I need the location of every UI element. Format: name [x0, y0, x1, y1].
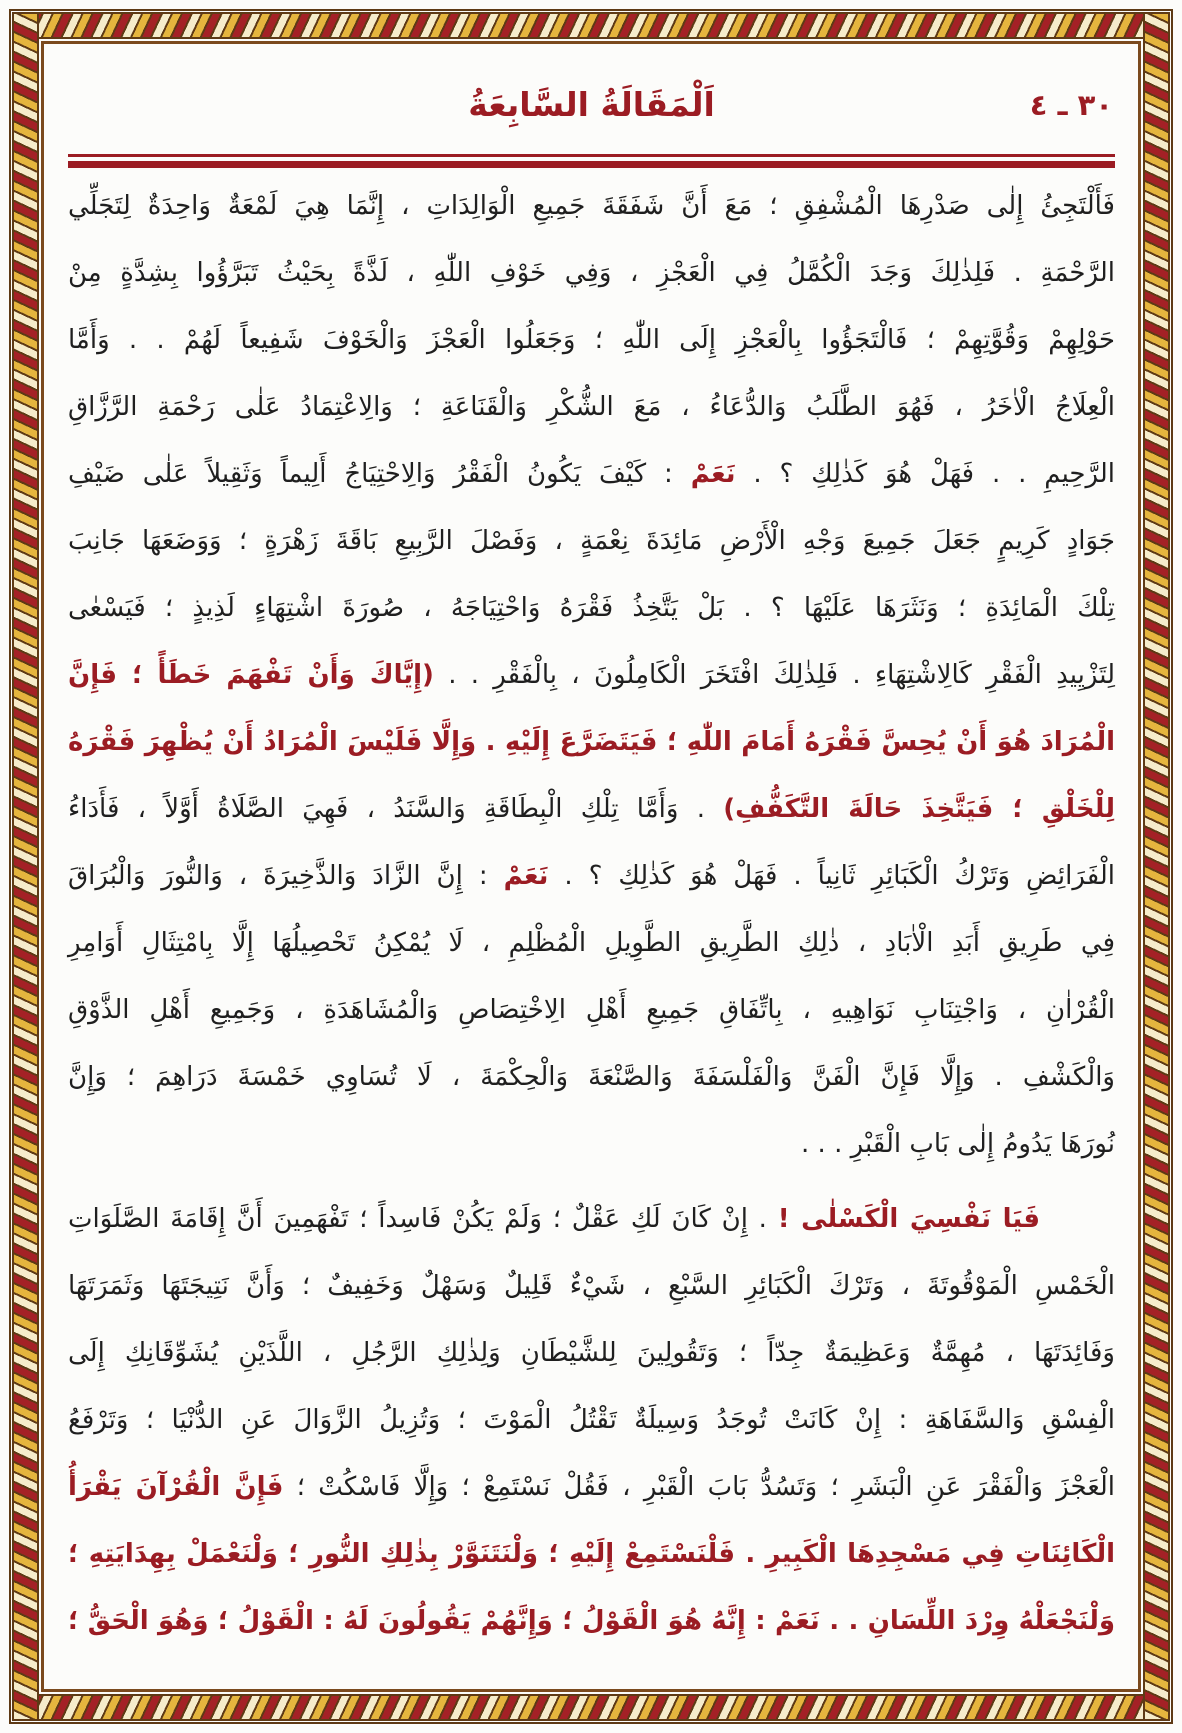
ornamental-border-right — [1143, 12, 1170, 1721]
red-text-segment: فَإِنَّ الْقُرْآنَ يَقْرَأُ — [68, 1472, 284, 1502]
text-line — [68, 575, 1115, 642]
text-segment: الْعَجْزَ وَالْفَقْرَ عَنِ الْبَشَرِ ؛ وَتَسُدُّ بَابَ الْقَبْرِ ، فَقُلْ نَسْتَمِعْ ؛ وَإِلَّا فَاسْكُتْ ؛ — [283, 1472, 1116, 1502]
red-text-segment: وَلْنَجْعَلْهُ وِرْدَ اللِّسَانِ . . نَعَمْ : إِنَّهُ هُوَ الْقَوْلُ ؛ وَإِنَّهُمْ يَقُولُونَ لَهُ : الْقَوْلُ ؛ وَهُوَ الْحَقُّ ؛ — [68, 1606, 1115, 1636]
text-segment: وَفَائِدَتَهَا ، مُهِمَّةٌ وَعَظِيمَةٌ جِدّاً ؛ وَتَقُولِينَ لِلشَّيْطَانِ وَلِذٰلِكِ الرَّجُلِ ، اللَّذَيْنِ يُشَوِّقَانِكِ إِلَى — [68, 1338, 1115, 1368]
paragraph — [68, 173, 1115, 1178]
header-divider-thick-rule — [68, 161, 1115, 168]
page-title: اَلْمَقَالَةُ السَّابِعَةُ — [468, 85, 715, 124]
text-segment: فِي طَرِيقِ أَبَدِ الْاٰبَادِ ، ذٰلِكِ الطَّرِيقِ الطَّوِيلِ الْمُظْلِمِ ، لَا يُمْكِنُ تَحْصِيلُهَا إِلَّا بِامْتِثَالِ أَوَامِرِ — [68, 928, 1115, 958]
text-line — [68, 240, 1115, 307]
text-line — [68, 374, 1115, 441]
text-segment: نُورَهَا يَدُومُ إِلٰى بَابِ الْقَبْرِ . . . — [801, 1129, 1115, 1159]
text-line — [68, 1044, 1115, 1111]
text-segment: الْخَمْسِ الْمَوْقُوتَةَ ، وَتَرْكَ الْكَبَائِرِ السَّبْعِ ، شَيْءٌ قَلِيلٌ وَسَهْلٌ وَخَفِيفٌ ؛ وَأَنَّ نَتِيجَتَهَا وَثَمَرَتَهَا — [68, 1271, 1115, 1301]
red-text-segment: (إِيَّاكَ وَأَنْ تَفْهَمَ خَطَأً ؛ فَإِنَّ — [68, 660, 434, 690]
page-content — [68, 0, 1115, 1655]
text-line — [68, 508, 1115, 575]
text-line — [68, 843, 1115, 910]
red-text-segment: فَيَا نَفْسِيَ الْكَسْلٰى ! — [777, 1204, 1040, 1234]
text-segment: . وَأَمَّا تِلْكِ الْبِطَاقَةِ وَالسَّنَدُ ، فَهِيَ الصَّلَاةُ أَوَّلاً ، فَأَدَاءُ — [68, 794, 724, 824]
paragraph — [68, 1186, 1115, 1655]
page-header — [68, 76, 1115, 134]
red-text-segment: لِلْخَلْقِ ؛ فَيَتَّخِذَ حَالَةَ التَّكَفُّفِ) — [723, 794, 1115, 824]
text-line — [68, 1387, 1115, 1454]
text-segment: الْعِلَاجُ الْاٰخَرُ ، فَهُوَ الطَّلَبُ وَالدُّعَاءُ ، مَعَ الشُّكْرِ وَالْقَنَاعَةِ ؛ وَالِاعْتِمَادُ عَلٰى رَحْمَةِ الرَّزَّاقِ — [68, 392, 1115, 422]
text-line — [68, 173, 1115, 240]
text-line — [68, 776, 1115, 843]
text-segment: . إِنْ كَانَ لَكِ عَقْلٌ ؛ وَلَمْ يَكُنْ فَاسِداً ؛ تَفْهَمِينَ أَنَّ إِقَامَةَ الصَّلَوَاتِ — [68, 1204, 778, 1234]
text-line — [68, 709, 1115, 776]
ornamental-border-bottom — [12, 1694, 1170, 1721]
text-segment: الْفَرَائِضِ وَتَرْكُ الْكَبَائِرِ ثَانِياً . فَهَلْ هُوَ كَذٰلِكِ ؟ . — [548, 861, 1115, 891]
text-segment: الْقُرْاٰنِ ، وَاجْتِنَابِ نَوَاهِيهِ ، بِاتِّفَاقِ جَمِيعِ أَهْلِ الِاخْتِصَاصِ وَالْمُشَاهَدَةِ ، وَجَمِيعِ أَهْلِ الذَّوْقِ — [68, 995, 1115, 1025]
red-text-segment: نَعَمْ — [503, 861, 549, 891]
header-divider — [68, 154, 1115, 168]
text-segment: الرَّحِيمِ . . فَهَلْ هُوَ كَذٰلِكِ ؟ . — [735, 459, 1115, 489]
text-line — [68, 1111, 1115, 1178]
text-line — [68, 1253, 1115, 1320]
text-segment: جَوَادٍ كَرِيمٍ جَعَلَ جَمِيعَ وَجْهِ الْأَرْضِ مَائِدَةَ نِعْمَةٍ ، وَفَصْلَ الرَّبِيعِ بَاقَةَ زَهْرَةٍ ؛ وَوَضَعَهَا جَانِبَ — [68, 526, 1115, 556]
text-line — [68, 977, 1115, 1044]
text-line — [68, 642, 1115, 709]
text-segment: : كَيْفَ يَكُونُ الْفَقْرُ وَالِاحْتِيَاجُ أَلِيماً وَثَقِيلاً عَلٰى ضَيْفِ — [68, 459, 691, 489]
text-line — [68, 1320, 1115, 1387]
text-segment: : إِنَّ الزَّادَ وَالذَّخِيرَةَ ، وَالنُّورَ وَالْبُرَاقَ — [68, 861, 504, 891]
text-segment: وَالْكَشْفِ . وَإِلَّا فَإِنَّ الْفَنَّ وَالْفَلْسَفَةَ وَالصَّنْعَةَ وَالْحِكْمَةَ ، لَا تُسَاوِي خَمْسَةَ دَرَاهِمَ ؛ وَإِنَّ — [68, 1062, 1115, 1092]
page-number: ٣٠ ـ ٤ — [1029, 88, 1113, 122]
text-segment: فَأَلْتَجِئُ إِلٰى صَدْرِهَا الْمُشْفِقِ ؛ مَعَ أَنَّ شَفَقَةَ جَمِيعِ الْوَالِدَاتِ ، إِنَّمَا هِيَ لَمْعَةٌ وَاحِدَةٌ لِتَجَلِّي — [68, 191, 1115, 221]
text-segment: تِلْكَ الْمَائِدَةِ ؛ وَنَثَرَهَا عَلَيْهَا ؟ . بَلْ يَتَّخِذُ فَقْرَهُ وَاحْتِيَاجَهُ ، صُورَةَ اشْتِهَاءٍ لَذِيذٍ ؛ فَيَسْعٰى — [68, 593, 1115, 623]
red-text-segment: الْكَائِنَاتِ فِي مَسْجِدِهَا الْكَبِيرِ . فَلْنَسْتَمِعْ إِلَيْهِ ؛ وَلْنَتَنَوَّرْ بِذٰلِكِ النُّورِ ؛ وَلْنَعْمَلْ بِهِدَايَتِهِ ؛ — [68, 1539, 1115, 1569]
text-segment: لِتَزْيِيدِ الْفَقْرِ كَالِاشْتِهَاءِ . فَلِذٰلِكَ افْتَخَرَ الْكَامِلُونَ ، بِالْفَقْرِ . . — [433, 660, 1115, 690]
text-segment: حَوْلِهِمْ وَقُوَّتِهِمْ ؛ فَالْتَجَؤُوا بِالْعَجْزِ إِلَى اللّٰهِ ؛ وَجَعَلُوا الْعَجْزَ وَالْخَوْفَ شَفِيعاً لَهُمْ . . وَأَمَّا — [68, 325, 1115, 355]
red-text-segment: نَعَمْ — [690, 459, 736, 489]
text-line — [68, 441, 1115, 508]
text-line — [68, 307, 1115, 374]
text-line — [68, 1186, 1115, 1253]
text-line — [68, 1521, 1115, 1588]
body-text — [68, 173, 1115, 1655]
red-text-segment: الْمُرَادَ هُوَ أَنْ يُحِسَّ فَقْرَهُ أَمَامَ اللّٰهِ ؛ فَيَتَضَرَّعَ إِلَيْهِ . وَإِلَّا فَلَيْسَ الْمُرَادُ أَنْ يُظْهِرَ فَقْرَهُ — [68, 727, 1115, 757]
text-segment: الرَّحْمَةِ . فَلِذٰلِكَ وَجَدَ الْكُمَّلُ فِي الْعَجْزِ ، وَفِي خَوْفِ اللّٰهِ ، لَذَّةً بِحَيْثُ تَبَرَّؤُوا بِشِدَّةٍ مِنْ — [68, 258, 1115, 288]
text-line — [68, 1588, 1115, 1655]
text-line — [68, 910, 1115, 977]
text-segment: الْفِسْقِ وَالسَّفَاهَةِ : إِنْ كَانَتْ تُوجَدُ وَسِيلَةٌ تَقْتُلُ الْمَوْتَ ؛ وَتُزِيلُ الزَّوَالَ عَنِ الدُّنْيَا ؛ وَتَرْفَعُ — [68, 1405, 1115, 1435]
text-line — [68, 1454, 1115, 1521]
ornamental-border-left — [12, 12, 39, 1721]
